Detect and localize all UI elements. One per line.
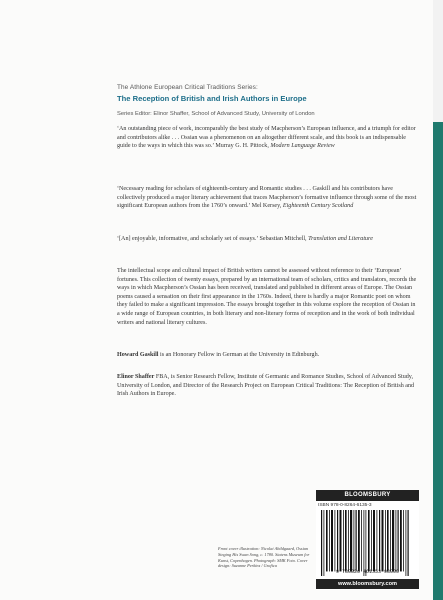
bio-text: FBA, is Senior Research Fellow, Institute of Germanic and Romance Studies, School of Advanced Study, University of London, and Director of the Research Project on European Critical Traditions: The Reception of British and Irish Authors in Europe. [117,374,415,398]
price-code: 98000 [384,569,400,575]
bio-name: Elinor Shaffer [117,374,155,380]
book-title: The Reception of British and Irish Authors in Europe [117,94,307,103]
bio-text: is an Honorary Fellow in German at the University in Edinburgh. [160,352,320,358]
description-paragraph [117,267,419,327]
spine-strip [433,122,443,600]
series-editor-line: Series Editor: Elinor Shaffer, School of Advanced Study, University of London [117,111,315,117]
barcode-digits: 9 780826 461353 [335,569,381,575]
quote-source: Translation and Literature [308,236,373,242]
quote-source: Eighteenth Century Scotland [282,203,354,210]
review-quote-1 [117,125,419,151]
isbn-text: ISBN 978-0-8264-6135-3 [318,503,372,508]
review-quote-3 [117,235,419,244]
spine-top [433,0,443,122]
description-text: The intellectual scope and cultural impact of British writers cannot be assessed without reference to their ‘European’ fortunes. This collection of twenty essays, prepared by an international team of scholars, critics and translators, records the ways in which Macpherson’s Ossian has been received, translated and published in different areas of Europe. The Ossian poems caused a sensation on their first appearance in the 1760s. Indeed, there is hardly a major Romantic poet on whom they failed to make a significant impression. The essays brought together in this volume explore the reception of Ossian in a wide range of European countries, in both literary and non-literary forms of reception and in the work of both individual writers and national literary cultures. [117,268,417,326]
quote-text: ‘An outstanding piece of work, incomparably the best study of Macpherson’s European influence, and a triumph for editor and contributors alike . . . Ossian was a phenomenon on an altogether different scale, and this book is an indispensable guide to the ways in which this was so.’ Murray G. H. Pittock, [117,126,416,150]
review-quote-2 [117,185,419,211]
editor-bio-gaskill [117,351,419,360]
quote-text: ‘[An] enjoyable, informative, and scholarly set of essays.’ Sebastian Mitchell, [117,236,307,242]
bio-name: Howard Gaskill [117,352,159,358]
quote-text: ‘Necessary reading for scholars of eighteenth-century and Romantic studies . . . Gaskill and his contributors have collectively produced a major literary achievement that traces Macpherson’s formative influence through some of the most significant European authors from the 1760’s onward.’ Mel Kersey, [117,186,417,210]
series-name: The Athlone European Critical Traditions Series: [117,84,258,91]
cover-credits [218,546,310,569]
credits-text: Front cover illustration: Nicolai Abildgaard, Ossian Singing His Swan Song, c. 1780. Statens Museum for Kunst, Copenhagen. Photograph: SMK Foto. Cover design: Suzanne Perkins / Grafica [218,546,310,569]
quote-source: Modern Language Review [270,143,335,150]
publisher-label: BLOOMSBURY [316,490,419,501]
editor-bio-shaffer [117,373,419,399]
barcode-icon [319,510,417,576]
barcode-number [316,569,419,575]
publisher-website: www.bloomsbury.com [316,579,419,589]
